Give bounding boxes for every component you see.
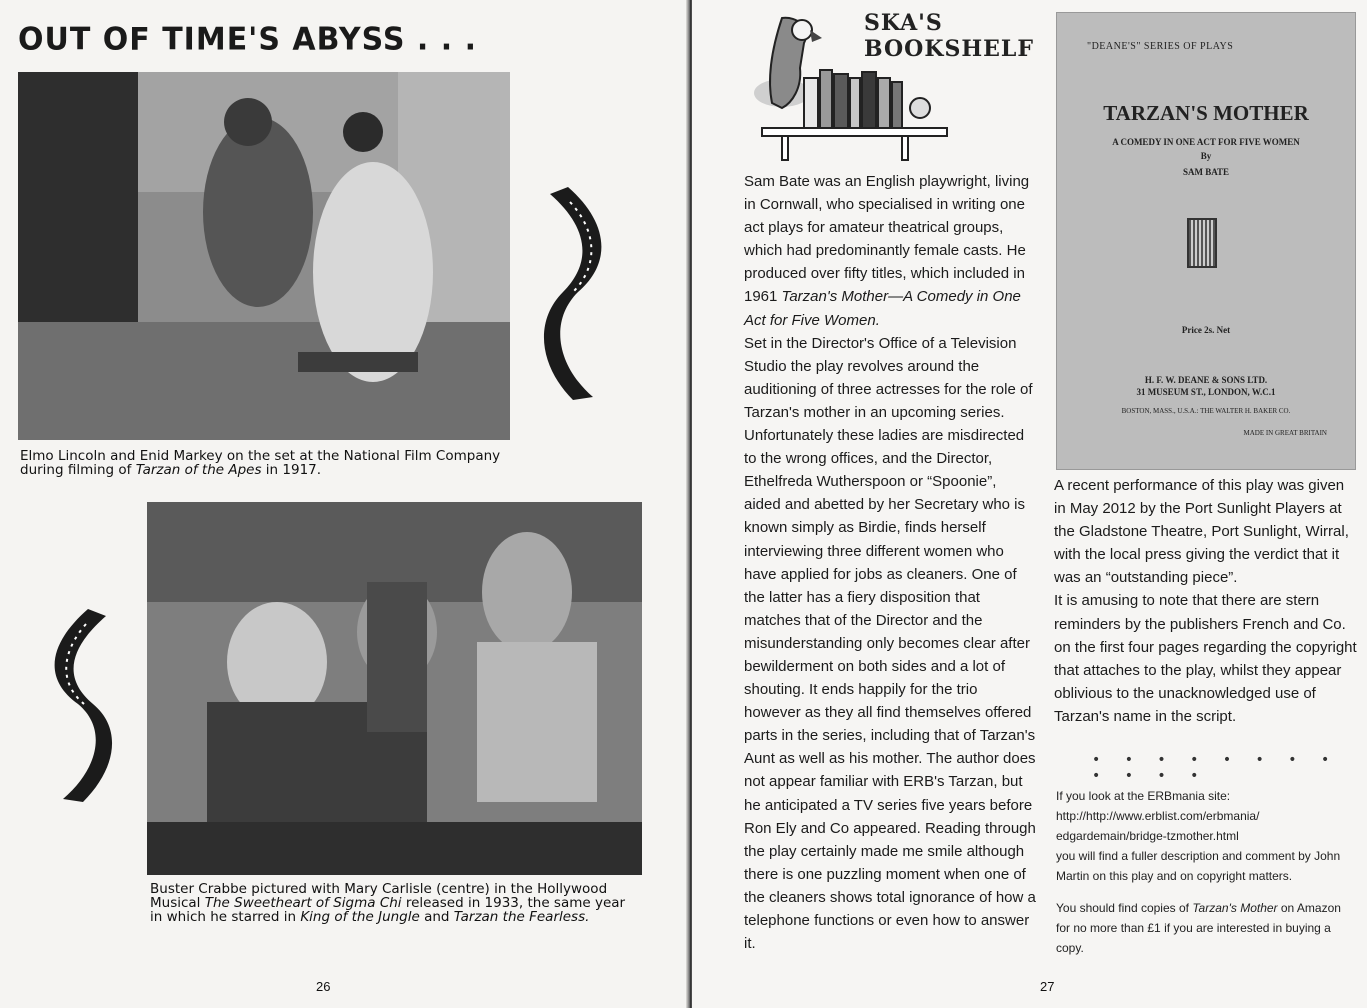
paragraph-2: Set in the Director's Office of a Television Studio the play revolves around the auditioning of three actresses for the role of Tarzan's mother in an upcoming series. Unfortunately these ladies are misdirected to the wrong offices, and the Director, Ethelfreda Wutherspoon or “Spoonie”, aided and abetted by her Secretary who is known simply as Birdie, finds herself interviewing three different women who have applied for jobs as cleaners. One of the latter has a fiery disposition that matches that of the Director and the misunderstanding only becomes clear after bewilderment on both sides and a lot of shouting. It ends happily for the trio however as they all find themselves offered parts in the series, including that of Tarzan's Aunt as well as his mother. The author does not appear familiar with ERB's Tarzan, but he anticipated a TV series five years before Ron Ely and Co appeared. Reading through the play certainly made me smile although there is one puzzling moment when one of the cleaners shows total ignorance of how a telephone functions or even how to answer it. (744, 334, 1036, 953)
cover-subtitle: A COMEDY IN ONE ACT FOR FIVE WOMEN (1112, 137, 1300, 147)
paragraph-1 (744, 170, 1036, 332)
note-1-line-4: you will find a fuller description and comment by John Martin on this play and on copyright matters. (1056, 849, 1341, 883)
publisher-emblem-icon (1187, 218, 1217, 268)
film-strip-icon (38, 604, 118, 804)
cover-by: By (1200, 151, 1212, 161)
note-2-text: You should find copies of (1056, 901, 1193, 915)
caption-2-film-title-2: King of the Jungle (300, 909, 420, 925)
right-page (692, 0, 1367, 1008)
cover-price: Price 2s. Net (1181, 325, 1231, 335)
paragraph-3: A recent performance of this play was given in May 2012 by the Port Sunlight Players at the Gladstone Theatre, Port Sunlight, Wirral, with the local press giving the verdict that it was an “outstanding piece”. (1054, 477, 1349, 587)
cover-title: TARZAN'S MOTHER (1103, 101, 1309, 125)
erbmania-note (1056, 786, 1356, 886)
photo-buster-crabbe-mary-carlisle (147, 502, 642, 875)
amazon-note (1056, 898, 1356, 958)
photo-elmo-lincoln-enid-markey (18, 72, 510, 440)
caption-1-text: Elmo Lincoln and Enid Markey on the set at the National Film Company during filming of (20, 448, 501, 478)
photo-2-caption (150, 882, 640, 924)
cover-us-agent: BOSTON, MASS., U.S.A.: THE WALTER H. BAKER CO. (1121, 407, 1291, 415)
note-2-text-end: on Amazon for no more than £1 if you are interested in buying a copy. (1056, 901, 1341, 955)
page-number-right: 27 (1040, 979, 1055, 994)
paragraph-1-text: Sam Bate was an English playwright, living in Cornwall, who specialised in writing one act plays for amateur theatrical groups, which had predominantly female casts. He produced over fifty titles, which included in 1961 (744, 173, 1030, 306)
caption-1-year: in 1917. (261, 462, 322, 478)
erbmania-link[interactable]: http://http://www.erblist.com/erbmania/ (1056, 809, 1260, 823)
caption-1-film-title: Tarzan of the Apes (135, 462, 262, 478)
note-2 (1056, 898, 1356, 958)
note-1-line-1: If you look at the ERBmania site: (1056, 789, 1231, 803)
section-title-line-2: BOOKSHELF (864, 36, 1034, 62)
caption-2-film-title: The Sweetheart of Sigma Chi (204, 895, 402, 911)
cover-author: SAM BATE (1182, 167, 1230, 177)
cover-publisher: H. F. W. DEANE & SONS LTD. (1144, 375, 1268, 385)
cover-address: 31 MUSEUM ST., LONDON, W.C.1 (1136, 387, 1276, 397)
caption-2-film-title-3: Tarzan the Fearless. (453, 909, 590, 925)
caption-2-text: Buster Crabbe pictured with Mary Carlisle (centre) in the Hollywood Musical (150, 881, 608, 911)
article-body (744, 170, 1036, 955)
note-2-title: Tarzan's Mother (1192, 901, 1278, 915)
film-strip-icon (538, 182, 618, 402)
erbmania-link-continued[interactable]: edgardemain/bridge-tzmother.html (1056, 829, 1239, 843)
section-title (864, 10, 1034, 62)
play-title: Tarzan's Mother—A Comedy in One Act for Five Women. (744, 288, 1021, 329)
caption-2-text-mid: released in 1933, the same year in which he starred in (150, 895, 626, 925)
paragraph-4: It is amusing to note that there are stern reminders by the publishers French and Co. on the first four pages regarding the copyright that attaches to the play, whilst they appear oblivious to the unacknowledged use of Tarzan's name in the script. (1054, 592, 1357, 725)
separator-dots: • • • • • • • • • • • • (1092, 752, 1340, 784)
photo-2-image (147, 502, 642, 875)
photo-1-image (18, 72, 510, 440)
section-title-line-1: SKA'S (864, 10, 943, 36)
cover-made-in: MADE IN GREAT BRITAIN (1243, 429, 1327, 437)
photo-1-caption (20, 449, 512, 477)
book-cover-image (1056, 12, 1356, 470)
article-continued (1054, 474, 1358, 728)
banner-title: OUT OF TIME'S ABYSS . . . (18, 21, 477, 58)
caption-2-and: and (419, 909, 454, 925)
page-number-left: 26 (316, 979, 331, 994)
cover-series: "DEANE'S" SERIES OF PLAYS (1087, 41, 1234, 52)
